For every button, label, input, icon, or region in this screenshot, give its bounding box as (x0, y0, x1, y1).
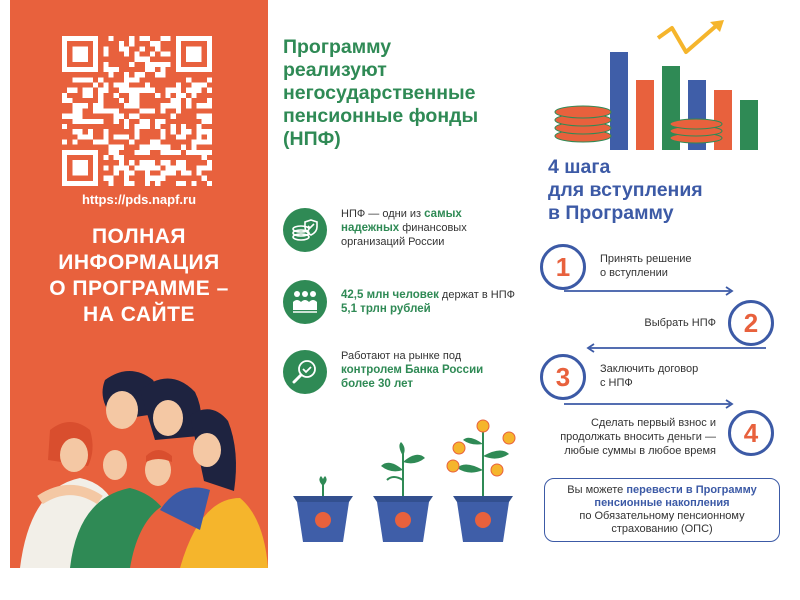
step-text-line: Заключить договор (600, 363, 699, 375)
note-highlight: перевести в Программу (626, 484, 757, 496)
npf-title-line: Программу (283, 36, 392, 58)
step-2-circle: 2 (728, 300, 774, 346)
fact-control (283, 350, 523, 398)
fact-reliability (283, 208, 523, 256)
site-url[interactable]: https://pds.napf.ru (81, 192, 197, 207)
family-hug-illustration (10, 360, 268, 568)
magnifier-check-icon (283, 350, 327, 394)
note-text: по Обязательному пенсионному (579, 510, 745, 522)
npf-title-line: негосударственные (283, 82, 476, 104)
left-title-line: О ПРОГРАММЕ – (49, 277, 229, 300)
fact-highlight: более 30 лет (341, 378, 413, 390)
steps-title-line: 4 шага (548, 156, 611, 178)
fact-text-part: НПФ — одни из (341, 208, 425, 220)
step-3-circle: 3 (540, 354, 586, 400)
steps-title (548, 156, 788, 225)
step-1-text (600, 252, 780, 280)
npf-title-line: реализуют (283, 59, 387, 81)
steps-title-line: для вступления (548, 179, 703, 201)
steps-title-line: в Программу (548, 202, 674, 224)
npf-title-line: пенсионные фонды (283, 105, 479, 127)
npf-title-line: (НПФ) (283, 128, 341, 150)
left-title-line: ПОЛНАЯ (91, 225, 187, 248)
fact-highlight: 42,5 млн человек (341, 289, 439, 301)
fact-highlight: контролем Банка России (341, 364, 484, 376)
step-3-text (600, 362, 780, 390)
fact-text (341, 207, 525, 249)
growing-pots-illustration (283, 410, 523, 568)
qr-code-icon[interactable] (62, 36, 212, 186)
step-text-line: любые суммы в любое время (564, 445, 716, 457)
fact-text-part: финансовых организаций России (341, 222, 467, 248)
pot-money-tree-icon (447, 420, 515, 542)
step-text-line: Выбрать НПФ (644, 317, 716, 329)
left-title-line: ИНФОРМАЦИЯ (58, 251, 220, 274)
note-highlight: пенсионные накопления (594, 497, 730, 509)
note-text: страхованию (ОПС) (611, 523, 713, 535)
fact-text-part: Работают на рынке под (341, 350, 462, 362)
fact-highlight: 5,1 трлн рублей (341, 303, 431, 315)
left-panel (10, 0, 268, 568)
npf-title (283, 36, 523, 151)
pot-small-icon (293, 476, 353, 542)
step-text-line: Сделать первый взнос и (590, 417, 716, 429)
fact-text (341, 288, 525, 316)
step-text-line: о вступлении (600, 267, 668, 279)
fact-text (341, 349, 525, 391)
fact-members (283, 280, 523, 328)
step-text-line: с НПФ (600, 377, 633, 389)
step-2-text (540, 316, 716, 330)
step-text-line: Принять решение (600, 253, 692, 265)
people-group-icon (283, 280, 327, 324)
coins-shield-icon (283, 208, 327, 252)
step-4-circle: 4 (728, 410, 774, 456)
step-4-text (530, 416, 716, 458)
transfer-note (544, 478, 780, 542)
left-title (10, 224, 268, 328)
growth-chart-illustration (548, 20, 788, 150)
fact-highlight: надежных (341, 222, 400, 234)
left-title-line: НА САЙТЕ (83, 303, 195, 326)
pot-medium-icon (373, 442, 433, 542)
step-1-circle: 1 (540, 244, 586, 290)
step-text-line: продолжать вносить деньги — (560, 431, 716, 443)
steps-list (530, 236, 800, 466)
fact-highlight: самых (424, 208, 462, 220)
note-text: Вы можете (567, 484, 627, 496)
fact-text-part: держат в НПФ (438, 289, 516, 301)
